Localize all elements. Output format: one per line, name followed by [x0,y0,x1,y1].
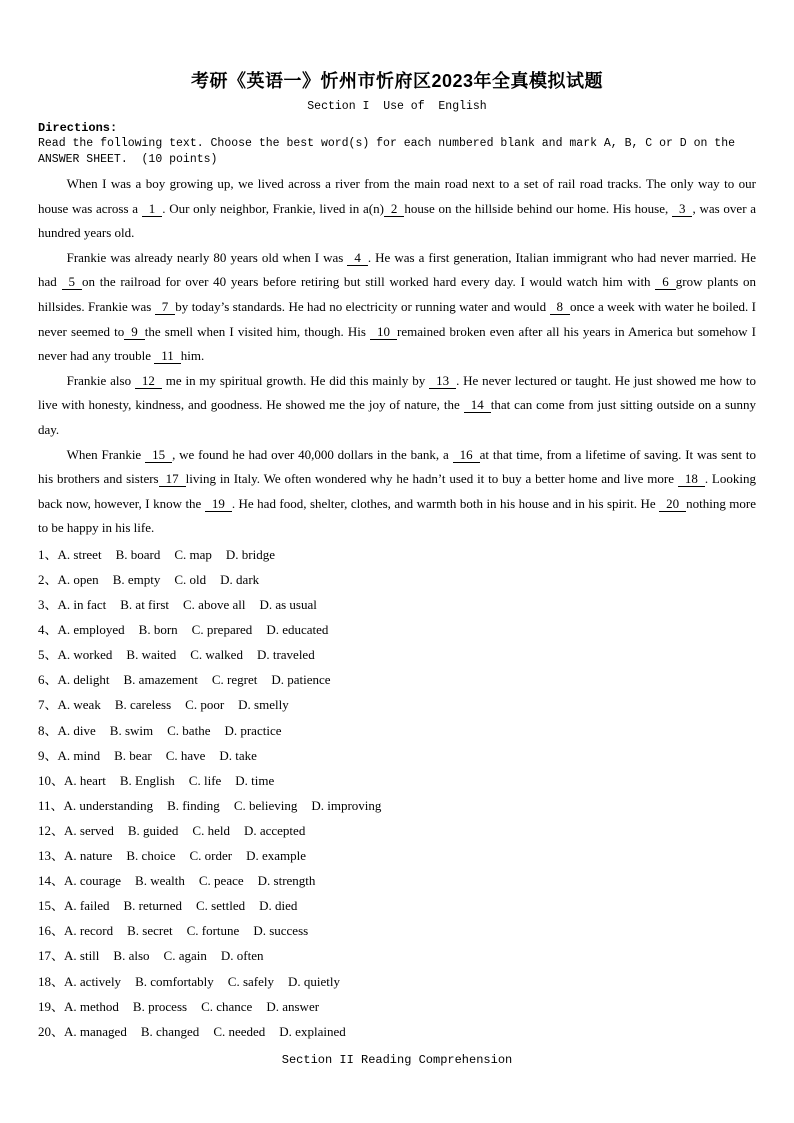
question-number: 18、 [38,973,65,989]
question-option: C. fortune [186,923,240,939]
cloze-blank: 4 [347,250,368,266]
question-option: D. patience [271,672,331,688]
question-option: B. English [119,772,175,788]
question-option: B. careless [114,697,172,713]
question-option: A. weak [57,697,101,713]
question-option: B. comfortably [135,973,214,989]
question-row [38,994,756,1019]
question-row [38,868,756,893]
question-number: 1、 [38,546,58,562]
question-option: A. failed [64,898,110,914]
question-number: 7、 [38,697,58,713]
question-option: B. waited [126,647,177,663]
cloze-blank: 20 [659,496,686,512]
question-row [38,617,756,642]
question-row [38,567,756,592]
question-number: 4、 [38,622,58,638]
question-option: C. life [188,772,222,788]
question-number: 13、 [38,848,65,864]
question-number: 11、 [38,797,64,813]
question-option: B. choice [126,848,176,864]
cloze-blank: 19 [205,496,232,512]
question-number: 6、 [38,672,58,688]
question-option: A. employed [57,622,125,638]
cloze-blank: 9 [124,324,145,340]
question-option: D. accepted [243,822,306,838]
question-option: A. managed [64,1023,127,1039]
question-option: C. old [174,572,207,587]
cloze-blank: 16 [453,447,480,463]
question-option: A. nature [64,848,113,864]
question-option: B. process [132,998,188,1014]
question-option: C. above all [183,597,246,613]
passage-paragraph: When Frankie 15 , we found he had over 40,000 dollars in the bank, a 16 at that time, from a lifetime of saving. It was sent to his brothers and sisters 17 living in Italy. We often wondered why he hadn’t used it to buy a better home and live more 18 . Looking back now, however, I know the 19 . He had food, shelter, clothes, and warmth both in his house and in his spirit. He 20 nothing more to be happy in his life. [38,446,757,536]
question-row [38,843,756,868]
question-option: C. poor [185,697,225,713]
question-option: D. explained [279,1023,346,1039]
question-option: A. method [64,998,119,1014]
directions-label: Directions: [38,121,118,135]
question-option: A. record [64,923,114,939]
question-row [38,667,756,692]
question-option: C. bathe [167,722,211,738]
page-title: 考研《英语一》忻州市忻府区2023年全真模拟试题 [190,71,604,91]
question-number: 10、 [38,772,65,788]
question-option: B. guided [127,822,179,838]
question-row [38,969,756,994]
question-option: A. heart [64,772,106,788]
question-option: A. mind [57,747,101,763]
question-row [38,768,756,793]
section1-heading: Section I Use of English [307,100,487,113]
question-option: B. amazement [123,672,198,688]
cloze-blank: 14 [464,397,491,413]
question-number: 8、 [38,722,58,738]
question-option: D. educated [266,622,329,638]
question-number: 12、 [38,822,65,838]
question-option: A. served [64,822,114,838]
question-row [38,592,756,617]
cloze-blank: 12 [135,373,162,389]
question-option: D. traveled [256,647,315,663]
question-row [38,542,756,567]
question-option: B. wealth [135,873,185,889]
question-option: D. improving [311,797,382,813]
question-option: D. take [219,747,257,763]
question-option: A. still [64,948,100,964]
question-option: D. success [253,923,309,939]
question-number: 9、 [38,747,58,763]
question-option: C. again [163,948,207,964]
passage-paragraph: Frankie also 12 me in my spiritual growth. He did this mainly by 13 . He never lectured or taught. He just showed me how to live with honesty, kindness, and goodness. He showed me the joy of nature, the 14 that can come from just sitting outside on a sunny day. [38,372,756,437]
question-option: D. smelly [238,697,289,713]
question-option: C. needed [213,1023,266,1039]
question-option: D. dark [220,572,260,587]
question-row [38,718,756,743]
question-option: B. finding [167,797,220,813]
question-option: B. secret [127,923,173,939]
question-row [38,793,756,818]
cloze-blank: 7 [155,299,176,315]
question-option: C. have [165,747,206,763]
cloze-blank: 17 [159,471,186,487]
question-row [38,918,756,943]
question-option: B. also [113,948,150,964]
question-option: A. actively [64,973,122,989]
question-number: 20、 [38,1023,65,1039]
question-row [38,743,756,768]
question-option: A. dive [57,722,96,738]
question-option: C. settled [195,898,246,914]
question-option: C. chance [201,998,253,1014]
question-option: D. as usual [259,597,317,613]
question-row [38,1019,756,1044]
question-row [38,692,756,717]
cloze-blank: 8 [550,299,571,315]
question-option: D. often [220,948,264,964]
question-option: C. peace [198,873,244,889]
cloze-blank: 11 [154,348,181,364]
question-option: C. prepared [191,622,253,638]
question-option: A. in fact [57,597,107,613]
question-option: D. strength [257,873,316,889]
cloze-blank: 6 [655,274,676,290]
question-row [38,642,756,667]
question-option: D. quietly [288,973,340,989]
question-option: B. bear [114,747,152,763]
question-number: 16、 [38,923,65,939]
question-option: B. empty [112,572,161,587]
question-option: C. believing [233,797,298,813]
cloze-blank: 13 [429,373,456,389]
cloze-blank: 18 [678,471,705,487]
cloze-blank: 3 [672,201,693,217]
question-option: D. answer [266,998,320,1014]
question-option: A. understanding [63,797,154,813]
question-option: B. at first [120,597,169,613]
directions-block [38,121,756,167]
question-option: B. returned [123,898,182,914]
question-option: B. born [138,622,178,638]
question-number: 5、 [38,647,58,663]
question-option: B. swim [109,722,154,738]
question-option: C. regret [211,672,258,688]
question-option: A. worked [57,647,113,663]
question-row [38,943,756,968]
question-number: 14、 [38,873,65,889]
passage-paragraph: When I was a boy growing up, we lived across a river from the main road next to a set of rail road tracks. The only way to our house was across a 1 . Our only neighbor, Frankie, lived in a(n) 2 house on the hillside behind our home. His house, 3 , was over a hundred years old. [38,176,757,241]
question-number: 19、 [38,998,65,1014]
directions-text: Read the following text. Choose the best word(s) for each numbered blank and mark A, B, C or D on the ANSWER SHEET. (10 points) [38,137,742,166]
question-option: D. practice [224,722,282,738]
question-option: C. walked [190,647,243,663]
question-option: C. held [192,822,230,838]
question-row [38,893,756,918]
section2-heading: Section II Reading Comprehension [281,1052,513,1067]
passage-paragraph: Frankie was already nearly 80 years old when I was 4 . He was a first generation, Italian immigrant who had never married. He had 5 on the railroad for over 40 years before retiring but still worked hard every day. I would watch him with 6 grow plants on hillsides. Frankie was 7 by today’s standards. He had no electricity or running water and would 8 once a week with water he boiled. I never seemed to 9 the smell when I visited him, though. His 10 remained broken even after all his years in America but somehow I never had any trouble 11 him. [38,249,757,364]
cloze-blank: 5 [62,274,83,290]
question-option: D. bridge [225,546,276,562]
question-option: D. time [235,772,275,788]
question-option: A. street [57,546,102,562]
question-number: 17、 [38,948,65,964]
question-option: C. safely [227,973,274,989]
question-number: 2、 [38,572,58,587]
question-option: C. order [189,848,233,864]
question-option: A. delight [57,672,110,688]
question-option: B. changed [140,1023,200,1039]
question-option: A. courage [64,873,122,889]
question-list [38,542,756,1044]
question-option: B. board [115,546,161,562]
cloze-passage [38,172,756,541]
question-row [38,818,756,843]
question-option: A. open [57,572,99,587]
question-option: C. map [174,546,212,562]
question-option: D. died [259,898,298,914]
cloze-blank: 2 [384,201,405,217]
cloze-blank: 15 [145,447,172,463]
question-number: 3、 [38,597,58,613]
cloze-blank: 10 [370,324,397,340]
question-option: D. example [246,848,307,864]
cloze-blank: 1 [142,201,163,217]
question-number: 15、 [38,898,65,914]
